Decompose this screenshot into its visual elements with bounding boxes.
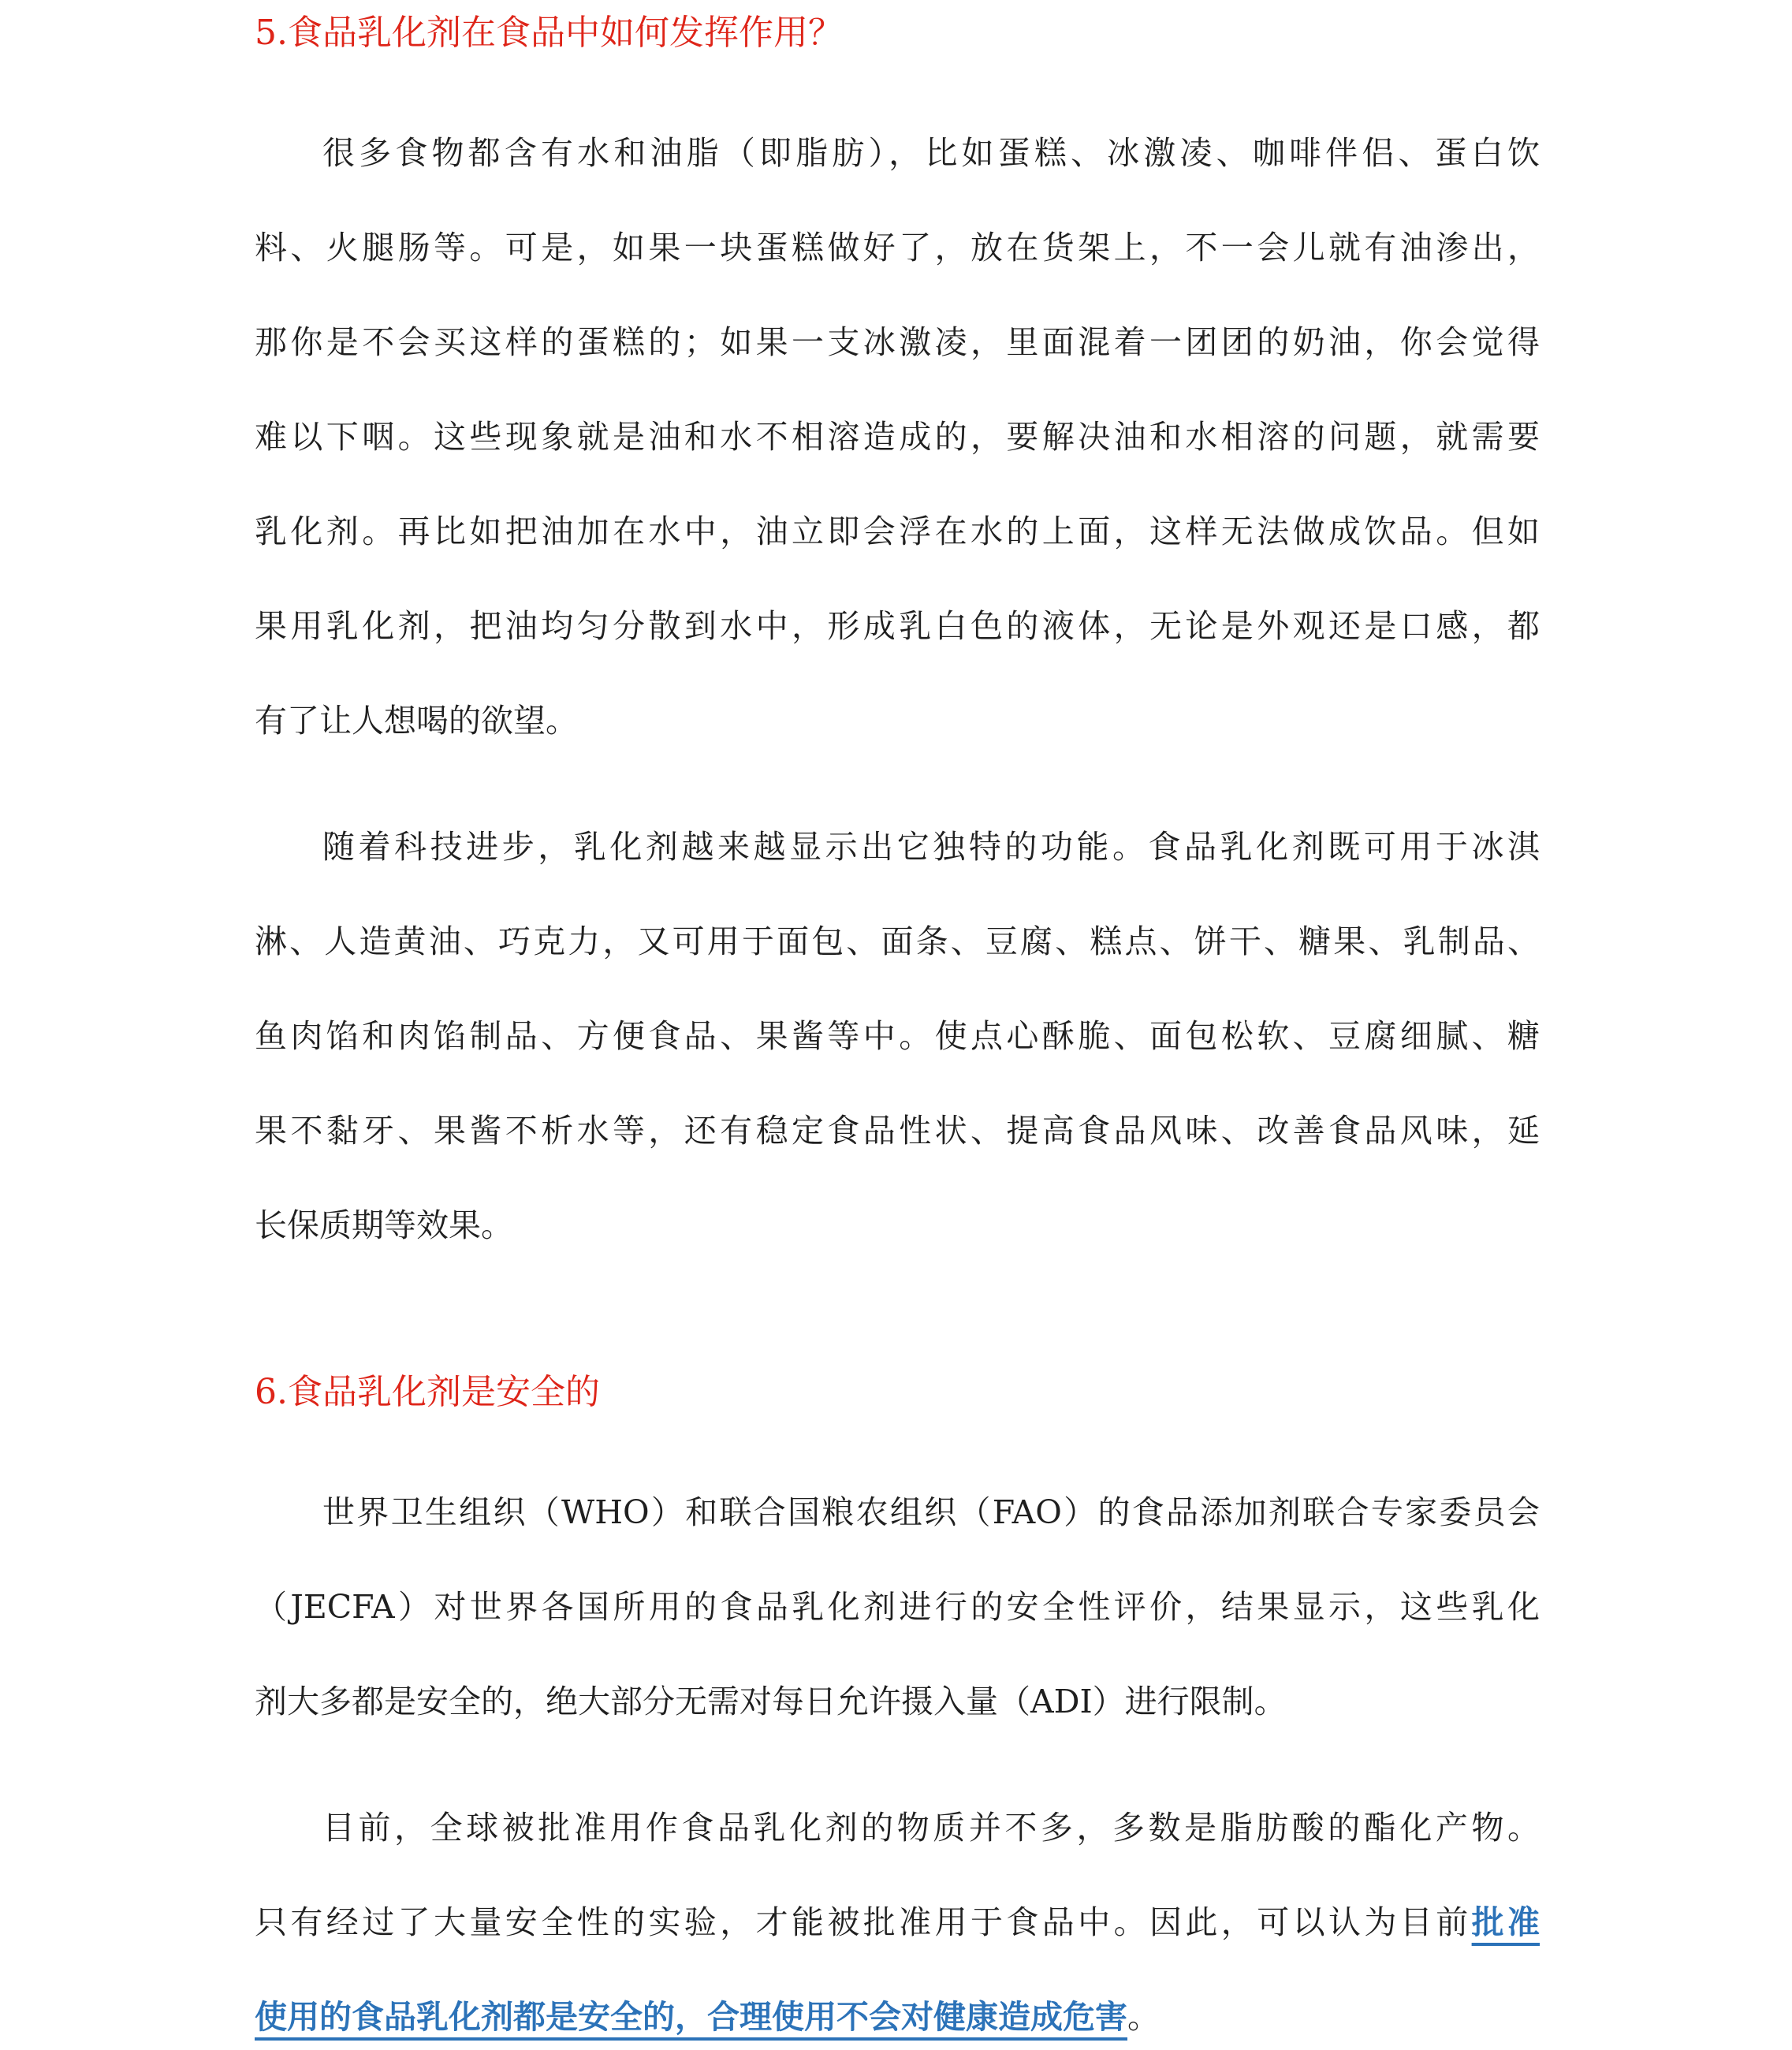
text-line [255,1465,1540,1560]
text-line [255,1654,1540,1749]
text-run: 淋、人造黄油、巧克力，又可用于面包、面条、豆腐、糕点、饼干、糖果、乳制品、 [255,922,1540,960]
text-run: （JECFA）对世界各国所用的食品乳化剂进行的安全性评价，结果显示，这些乳化 [255,1588,1540,1626]
text-line [255,1780,1540,1875]
text-line [255,673,1540,768]
document-content [255,9,1540,2050]
text-run: 长保质期等效果。 [255,1206,513,1244]
text-line [255,295,1540,390]
text-run: 果不黏牙、果酱不析水等，还有稳定食品性状、提高食品风味、改善食品风味，延 [255,1112,1540,1150]
text-line [255,1560,1540,1654]
text-line [255,1178,1540,1273]
text-line [255,106,1540,200]
text-run: 很多食物都含有水和油脂（即脂肪），比如蛋糕、冰激凌、咖啡伴侣、蛋白饮 [322,134,1540,172]
text-run: 乳化剂。再比如把油加在水中，油立即会浮在水的上面，这样无法做成饮品。但如 [255,512,1540,550]
text-run: 只有经过了大量安全性的实验，才能被批准用于食品中。因此，可以认为目前 [255,1903,1472,1941]
text-line [255,989,1540,1083]
text-run: 剂大多都是安全的，绝大部分无需对每日允许摄入量（ADI）进行限制。 [255,1683,1287,1720]
text-line [255,1970,1540,2050]
paragraph [255,1465,1540,1749]
text-run: 目前，全球被批准用作食品乳化剂的物质并不多，多数是脂肪酸的酯化产物。 [322,1809,1540,1847]
paragraph [255,106,1540,768]
text-line [255,484,1540,579]
text-line [255,894,1540,989]
text-run: 随着科技进步，乳化剂越来越显示出它独特的功能。食品乳化剂既可用于冰淇 [322,828,1540,866]
section-heading: 6.食品乳化剂是安全的 [255,1372,600,1412]
text-line [255,800,1540,894]
text-line [255,1875,1540,1970]
text-run: 世界卫生组织（WHO）和联合国粮农组织（FAO）的食品添加剂联合专家委员会 [322,1493,1540,1531]
text-run: 鱼肉馅和肉馅制品、方便食品、果酱等中。使点心酥脆、面包松软、豆腐细腻、糖 [255,1017,1540,1055]
text-run: 果用乳化剂，把油均匀分散到水中，形成乳白色的液体，无论是外观还是口感，都 [255,607,1540,645]
text-line [255,200,1540,295]
text-run: 有了让人想喝的欲望。 [255,702,578,740]
section-heading: 5.食品乳化剂在食品中如何发挥作用？ [255,13,843,53]
paragraph [255,1780,1540,2050]
hyperlink-text[interactable]: 批准 [1471,1903,1541,1941]
paragraph [255,800,1540,1273]
text-line [255,579,1540,673]
text-run: 料、火腿肠等。可是，如果一块蛋糕做好了，放在货架上，不一会儿就有油渗出， [255,229,1540,266]
text-run: 那你是不会买这样的蛋糕的；如果一支冰激凌，里面混着一团团的奶油，你会觉得 [255,323,1540,361]
text-run: 难以下咽。这些现象就是油和水不相溶造成的，要解决油和水相溶的问题，就需要 [255,418,1540,456]
hyperlink-text[interactable]: 使用的食品乳化剂都是安全的，合理使用不会对健康造成危害 [255,1998,1127,2036]
text-run: 。 [1127,1998,1160,2036]
text-line [255,390,1540,484]
text-line [255,1083,1540,1178]
